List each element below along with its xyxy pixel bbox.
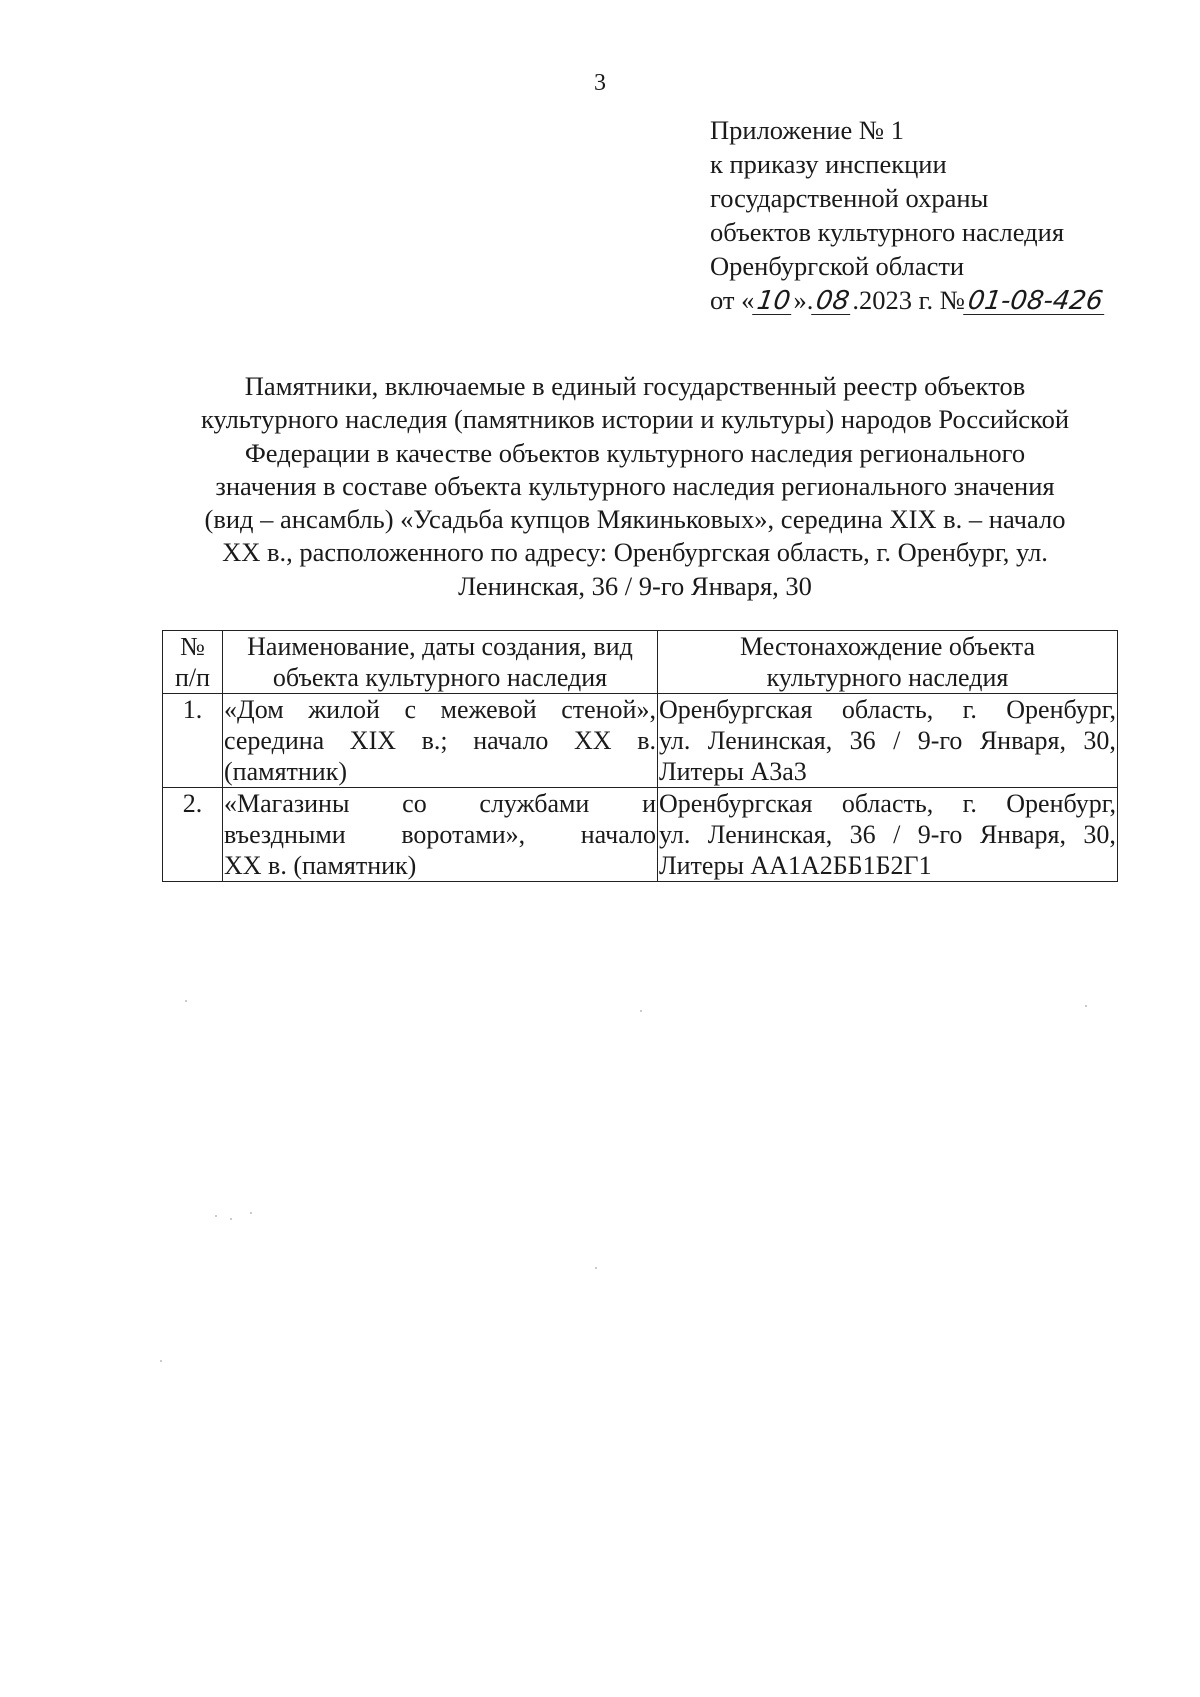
object-name	[223, 694, 658, 788]
heritage-objects-table	[162, 630, 1118, 882]
justified-line	[224, 788, 656, 819]
text-line: Литеры АА1А2ББ1Б2Г1	[659, 851, 932, 880]
title-line: XX в., расположенного по адресу: Оренбургская область, г. Оренбург, ул.	[222, 537, 1048, 568]
justified-line	[224, 694, 656, 725]
word: жилой	[308, 695, 380, 724]
word: начало	[473, 726, 549, 755]
appendix-line: к приказу инспекции	[710, 149, 947, 179]
justified-line	[224, 725, 656, 756]
word: /	[893, 820, 901, 849]
title-line: культурного наследия (памятников истории и культуры) народов Российской	[200, 404, 1070, 435]
word: Оренбург,	[1006, 789, 1116, 818]
justified-line	[224, 819, 656, 850]
word: «Магазины	[224, 789, 350, 818]
word: въездными	[224, 820, 346, 849]
object-location	[658, 788, 1118, 882]
row-number: 2.	[163, 788, 223, 882]
word: середина	[224, 726, 325, 755]
word: Января,	[979, 820, 1067, 849]
header-text: культурного наследия	[766, 663, 1009, 692]
word: Оренбург,	[1006, 695, 1116, 724]
appendix-header	[710, 113, 1106, 317]
justified-line	[659, 725, 1116, 756]
word: 30,	[1083, 726, 1116, 755]
header-text: объекта культурного наследия	[272, 663, 608, 692]
appendix-line: государственной охраны	[710, 183, 989, 213]
text-line: XX в. (памятник)	[224, 851, 417, 880]
handwritten-order-number: 01-08-426	[963, 288, 1107, 315]
table-row	[163, 694, 1118, 788]
word: межевой	[440, 695, 537, 724]
word: и	[642, 789, 656, 818]
word: в.;	[421, 726, 448, 755]
object-location	[658, 694, 1118, 788]
date-year: .2023 г. №	[852, 285, 966, 315]
word: стеной»,	[561, 695, 656, 724]
word: г.	[962, 695, 977, 724]
header-text: Наименование, даты создания, вид	[247, 632, 633, 661]
word: 36	[849, 820, 876, 849]
appendix-title: Приложение № 1	[710, 115, 905, 145]
word: Оренбургская	[659, 695, 813, 724]
word: Января,	[979, 726, 1067, 755]
justified-line	[659, 694, 1116, 725]
word: ул.	[659, 726, 691, 755]
word: «Дом	[224, 695, 284, 724]
word: XX	[574, 726, 612, 755]
word: Ленинская,	[707, 726, 833, 755]
title-line: (вид – ансамбль) «Усадьба купцов Мякиньковых», середина XIX в. – начало	[204, 504, 1066, 535]
word: г.	[962, 789, 977, 818]
word: 9-го	[917, 820, 963, 849]
appendix-line: объектов культурного наследия	[710, 217, 1065, 247]
text-line: Литеры А3а3	[659, 757, 807, 786]
word: начало	[580, 820, 656, 849]
header-location	[658, 631, 1118, 694]
page-number: 3	[594, 70, 606, 96]
header-text: №	[180, 632, 205, 661]
word: XIX	[349, 726, 397, 755]
header-number	[163, 631, 223, 694]
word: с	[404, 695, 417, 724]
object-name	[223, 788, 658, 882]
header-text: Местонахождение объекта	[739, 632, 1035, 661]
handwritten-month: 08	[811, 288, 854, 315]
word: воротами»,	[401, 820, 526, 849]
date-separator: ».	[793, 285, 814, 315]
header-name	[223, 631, 658, 694]
date-prefix: от «	[710, 285, 755, 315]
title-line: Федерации в качестве объектов культурного наследия регионального	[244, 437, 1026, 468]
title-line: Ленинская, 36 / 9-го Января, 30	[458, 570, 812, 601]
table-row	[163, 788, 1118, 882]
word: Оренбургская	[659, 789, 813, 818]
justified-line	[659, 788, 1116, 819]
word: /	[893, 726, 901, 755]
justified-line	[659, 819, 1116, 850]
document-title	[150, 370, 1120, 603]
word: область,	[841, 789, 934, 818]
word: службами	[479, 789, 590, 818]
appendix-line: Оренбургской области	[710, 251, 965, 281]
title-line: Памятники, включаемые в единый государственный реестр объектов	[244, 371, 1026, 401]
row-number: 1.	[163, 694, 223, 788]
word: 9-го	[917, 726, 963, 755]
word: область,	[841, 695, 934, 724]
word: в.	[637, 726, 656, 755]
word: 30,	[1083, 820, 1116, 849]
handwritten-day: 10	[752, 288, 795, 315]
word: 36	[849, 726, 876, 755]
text-line: (памятник)	[224, 757, 348, 786]
word: со	[402, 789, 427, 818]
title-line: значения в составе объекта культурного наследия регионального значения	[215, 470, 1055, 501]
header-text: п/п	[174, 663, 211, 692]
table-header-row	[163, 631, 1118, 694]
word: Ленинская,	[707, 820, 833, 849]
order-date-line	[710, 283, 1106, 317]
word: ул.	[659, 820, 691, 849]
